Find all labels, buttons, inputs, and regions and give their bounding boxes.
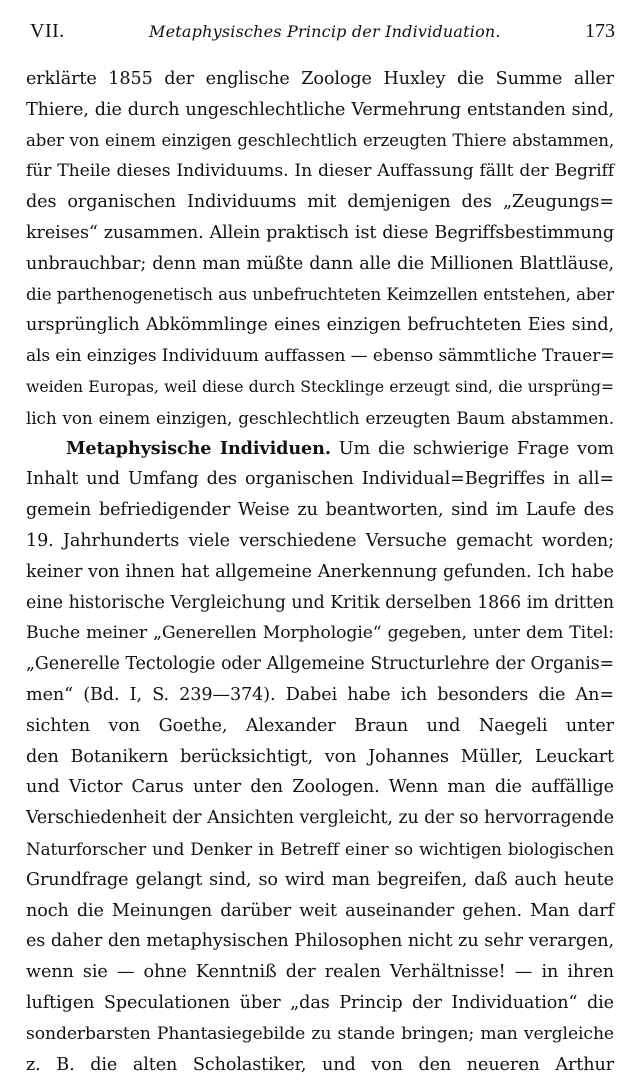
text-line: Thiere, die durch ungeschlechtliche Vermehrung entstanden sind, (26, 95, 614, 126)
text-line: noch die Meinungen darüber weit auseinander gehen. Man darf (26, 896, 614, 927)
section-heading: Metaphysische Individuen. (66, 438, 331, 459)
paragraph-heading-line (26, 434, 614, 465)
chapter-number: VII. (30, 20, 65, 43)
text-line: wenn sie — ohne Kenntniß der realen Verhältnisse! — in ihren (26, 957, 614, 988)
text-line: 19. Jahrhunderts viele verschiedene Versuche gemacht worden; (26, 526, 614, 557)
text-line: sichten von Goethe, Alexander Braun und Naegeli unter (26, 711, 614, 742)
text-line: Grundfrage gelangt sind, so wird man begreifen, daß auch heute (26, 865, 614, 896)
text-line: keiner von ihnen hat allgemeine Anerkennung gefunden. Ich habe (26, 557, 614, 588)
text-line: aber von einem einzigen geschlechtlich erzeugten Thiere abstammen, (26, 126, 614, 157)
text-line: erklärte 1855 der englische Zoologe Huxley die Summe aller (26, 64, 614, 95)
heading-line-rest: Um die schwierige Frage vom (339, 439, 614, 459)
text-line: ursprünglich Abkömmlinge eines einzigen befruchteten Eies sind, (26, 310, 614, 341)
text-line: „Generelle Tectologie oder Allgemeine Structurlehre der Organis= (26, 649, 614, 680)
text-line: gemein befriedigender Weise zu beantworten, sind im Laufe des (26, 495, 614, 526)
text-line: eine historische Vergleichung und Kritik derselben 1866 im dritten (26, 588, 614, 619)
running-title: Metaphysisches Princip der Individuation. (149, 22, 501, 41)
body-text (26, 64, 614, 1080)
text-line: Inhalt und Umfang des organischen Individual=Begriffes in all= (26, 464, 614, 495)
text-line: unbrauchbar; denn man müßte dann alle die Millionen Blattläuse, (26, 249, 614, 280)
text-line: es daher den metaphysischen Philosophen nicht zu sehr verargen, (26, 926, 614, 957)
text-line: als ein einziges Individuum auffassen — ebenso sämmtliche Trauer= (26, 341, 614, 372)
text-line: sonderbarsten Phantasiegebilde zu stande bringen; man vergleiche (26, 1019, 614, 1050)
text-line: weiden Europas, weil diese durch Stecklinge erzeugt sind, die ursprüng= (26, 372, 614, 403)
page-number: 173 (585, 20, 615, 43)
text-line: z. B. die alten Scholastiker, und von den neueren Arthur (26, 1050, 614, 1080)
text-line: Naturforscher und Denker in Betreff einer so wichtigen biologischen (26, 834, 614, 865)
text-line: lich von einem einzigen, geschlechtlich erzeugten Baum abstammen. (26, 403, 614, 434)
text-line: Buche meiner „Generellen Morphologie“ gegeben, unter dem Titel: (26, 618, 614, 649)
running-header (30, 20, 615, 46)
text-line: men“ (Bd. I, S. 239—374). Dabei habe ich besonders die An= (26, 680, 614, 711)
text-line: kreises“ zusammen. Allein praktisch ist diese Begriffsbestimmung (26, 218, 614, 249)
text-line: den Botanikern berücksichtigt, von Johannes Müller, Leuckart (26, 742, 614, 773)
text-line: und Victor Carus unter den Zoologen. Wenn man die auffällige (26, 772, 614, 803)
text-line: für Theile dieses Individuums. In dieser Auffassung fällt der Begriff (26, 156, 614, 187)
text-line: die parthenogenetisch aus unbefruchteten Keimzellen entstehen, aber (26, 280, 614, 311)
text-line: luftigen Speculationen über „das Princip der Individuation“ die (26, 988, 614, 1019)
text-line: Verschiedenheit der Ansichten vergleicht, zu der so hervorragende (26, 803, 614, 834)
text-line: des organischen Individuums mit demjenigen des „Zeugungs= (26, 187, 614, 218)
